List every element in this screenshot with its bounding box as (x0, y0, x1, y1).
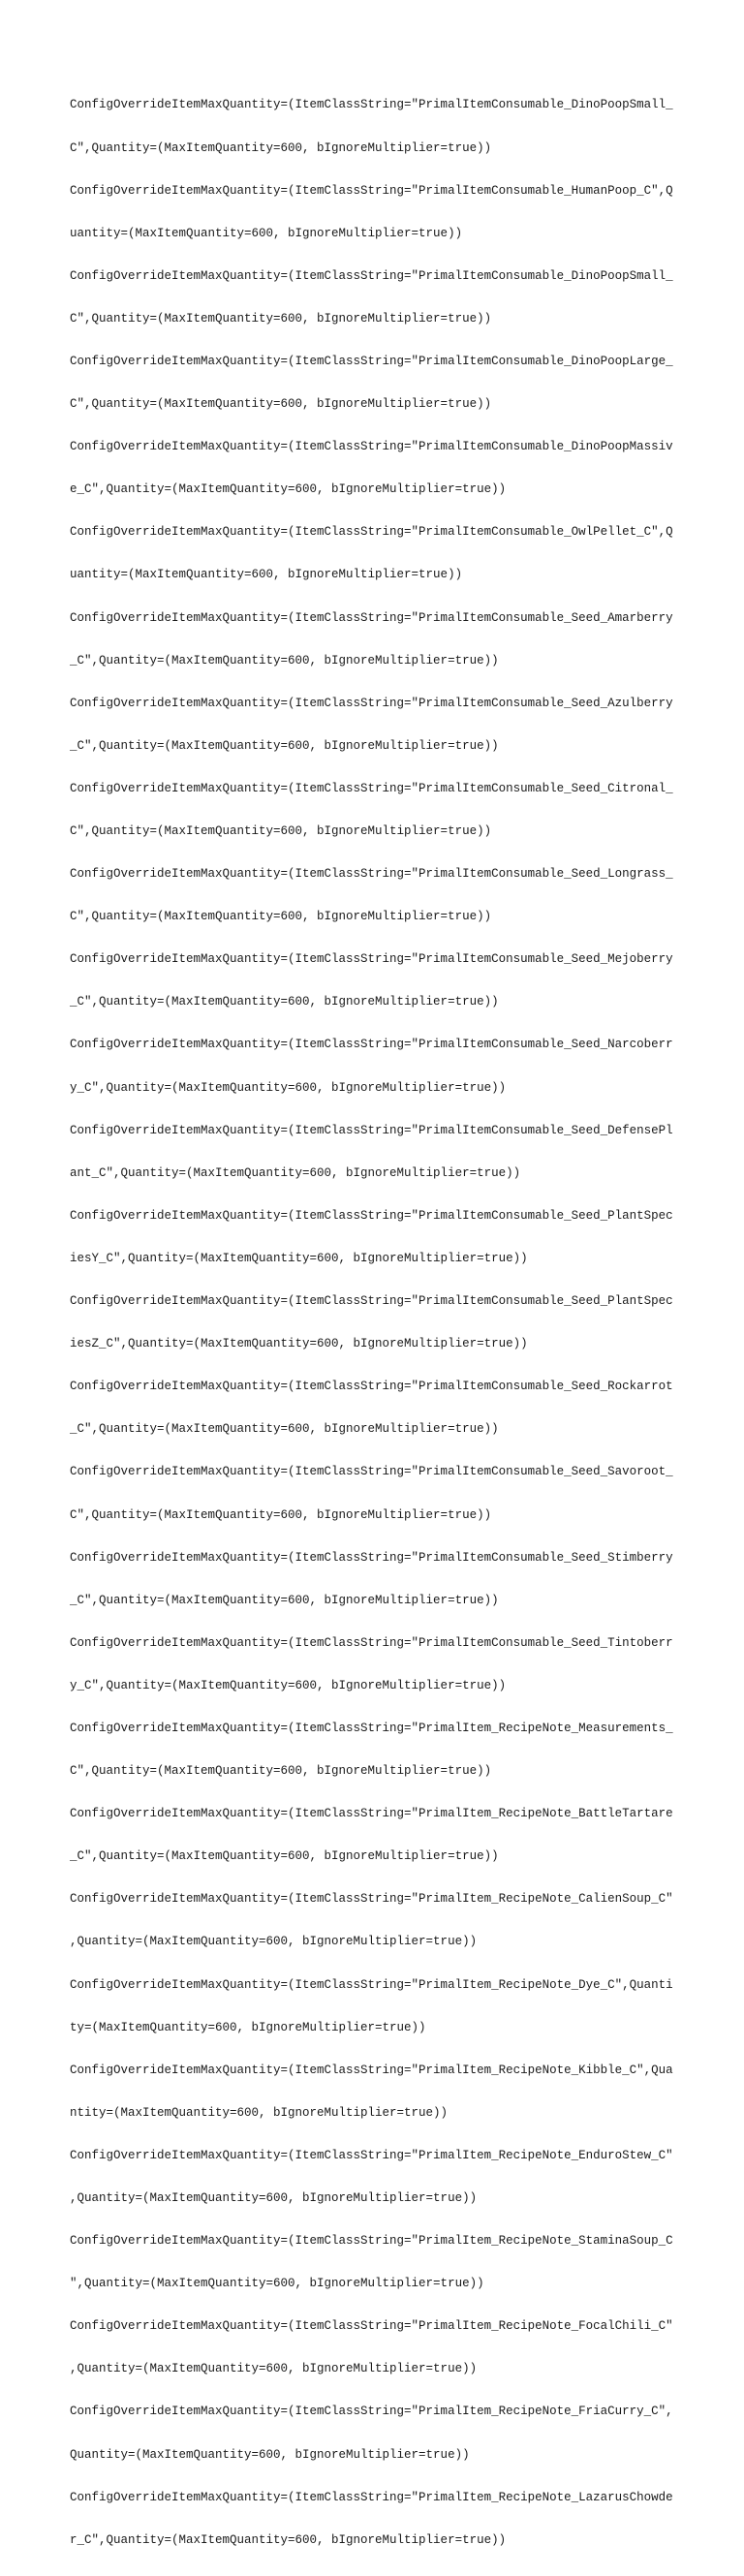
config-line: uantity=(MaxItemQuantity=600, bIgnoreMultiplier=true)) (70, 568, 463, 582)
config-line: ConfigOverrideItemMaxQuantity=(ItemClassString="PrimalItem_RecipeNote_LazarusChowde (70, 2490, 673, 2504)
config-line: ConfigOverrideItemMaxQuantity=(ItemClassString="PrimalItemConsumable_Seed_Amarberry (70, 610, 673, 625)
config-line: ConfigOverrideItemMaxQuantity=(ItemClassString="PrimalItem_RecipeNote_EnduroStew_C" (70, 2148, 673, 2162)
config-line: ConfigOverrideItemMaxQuantity=(ItemClassString="PrimalItemConsumable_Seed_Azulberry (70, 696, 673, 710)
config-line: C",Quantity=(MaxItemQuantity=600, bIgnoreMultiplier=true)) (70, 397, 492, 412)
config-line: ConfigOverrideItemMaxQuantity=(ItemClassString="PrimalItemConsumable_OwlPellet_C",Q (70, 525, 673, 540)
config-line: C",Quantity=(MaxItemQuantity=600, bIgnoreMultiplier=true)) (70, 140, 492, 155)
config-line: ntity=(MaxItemQuantity=600, bIgnoreMultiplier=true)) (70, 2105, 449, 2120)
config-line: ConfigOverrideItemMaxQuantity=(ItemClassString="PrimalItemConsumable_DinoPoopMassiv (70, 440, 673, 454)
config-line: ConfigOverrideItemMaxQuantity=(ItemClassString="PrimalItemConsumable_HumanPoop_C",Q (70, 183, 673, 198)
config-line: ConfigOverrideItemMaxQuantity=(ItemClassString="PrimalItemConsumable_Seed_Tintoberr (70, 1635, 673, 1650)
config-line: ,Quantity=(MaxItemQuantity=600, bIgnoreMultiplier=true)) (70, 2362, 478, 2376)
config-line: C",Quantity=(MaxItemQuantity=600, bIgnoreMultiplier=true)) (70, 1507, 492, 1522)
config-line: ConfigOverrideItemMaxQuantity=(ItemClassString="PrimalItemConsumable_DinoPoopSmall_ (70, 98, 673, 112)
config-line: ,Quantity=(MaxItemQuantity=600, bIgnoreMultiplier=true)) (70, 1935, 478, 1949)
config-line: _C",Quantity=(MaxItemQuantity=600, bIgnoreMultiplier=true)) (70, 1593, 499, 1607)
config-line: C",Quantity=(MaxItemQuantity=600, bIgnoreMultiplier=true)) (70, 311, 492, 326)
config-line: ConfigOverrideItemMaxQuantity=(ItemClassString="PrimalItem_RecipeNote_BattleTartare (70, 1807, 673, 1821)
config-line: C",Quantity=(MaxItemQuantity=600, bIgnoreMultiplier=true)) (70, 910, 492, 924)
config-line: _C",Quantity=(MaxItemQuantity=600, bIgnoreMultiplier=true)) (70, 995, 499, 1009)
config-line: ConfigOverrideItemMaxQuantity=(ItemClassString="PrimalItemConsumable_Seed_Longrass_ (70, 867, 673, 882)
config-line: ConfigOverrideItemMaxQuantity=(ItemClassString="PrimalItemConsumable_Seed_Citronal_ (70, 781, 673, 795)
config-line: ConfigOverrideItemMaxQuantity=(ItemClassString="PrimalItemConsumable_Seed_Narcoberr (70, 1038, 673, 1052)
config-line: ConfigOverrideItemMaxQuantity=(ItemClassString="PrimalItem_RecipeNote_StaminaSoup_C (70, 2234, 673, 2249)
config-line: ConfigOverrideItemMaxQuantity=(ItemClassString="PrimalItem_RecipeNote_CalienSoup_C" (70, 1892, 673, 1907)
config-line: y_C",Quantity=(MaxItemQuantity=600, bIgnoreMultiplier=true)) (70, 1678, 507, 1692)
config-line: ConfigOverrideItemMaxQuantity=(ItemClassString="PrimalItemConsumable_Seed_PlantSpec (70, 1294, 673, 1309)
config-line: r_C",Quantity=(MaxItemQuantity=600, bIgnoreMultiplier=true)) (70, 2532, 507, 2547)
config-line: ConfigOverrideItemMaxQuantity=(ItemClassString="PrimalItemConsumable_Seed_Stimberry (70, 1550, 673, 1565)
config-line: C",Quantity=(MaxItemQuantity=600, bIgnoreMultiplier=true)) (70, 1764, 492, 1779)
config-line: ",Quantity=(MaxItemQuantity=600, bIgnoreMultiplier=true)) (70, 2277, 484, 2291)
config-line: ConfigOverrideItemMaxQuantity=(ItemClassString="PrimalItem_RecipeNote_Dye_C",Quanti (70, 1977, 673, 1992)
config-line: ,Quantity=(MaxItemQuantity=600, bIgnoreMultiplier=true)) (70, 2191, 478, 2205)
config-line: ConfigOverrideItemMaxQuantity=(ItemClassString="PrimalItemConsumable_DinoPoopLarge_ (70, 354, 673, 368)
config-line: _C",Quantity=(MaxItemQuantity=600, bIgnoreMultiplier=true)) (70, 1422, 499, 1437)
config-line: ConfigOverrideItemMaxQuantity=(ItemClassString="PrimalItemConsumable_Seed_PlantSpec (70, 1208, 673, 1223)
config-line: _C",Quantity=(MaxItemQuantity=600, bIgnoreMultiplier=true)) (70, 653, 499, 667)
config-line: ConfigOverrideItemMaxQuantity=(ItemClassString="PrimalItem_RecipeNote_FocalChili_C" (70, 2319, 673, 2334)
config-line: Quantity=(MaxItemQuantity=600, bIgnoreMultiplier=true)) (70, 2447, 470, 2462)
config-line: ant_C",Quantity=(MaxItemQuantity=600, bIgnoreMultiplier=true)) (70, 1165, 521, 1180)
config-line: C",Quantity=(MaxItemQuantity=600, bIgnoreMultiplier=true)) (70, 824, 492, 838)
config-line: ConfigOverrideItemMaxQuantity=(ItemClassString="PrimalItem_RecipeNote_FriaCurry_C", (70, 2405, 673, 2419)
config-line: iesY_C",Quantity=(MaxItemQuantity=600, bIgnoreMultiplier=true)) (70, 1251, 528, 1265)
config-line: y_C",Quantity=(MaxItemQuantity=600, bIgnoreMultiplier=true)) (70, 1080, 507, 1095)
config-line: _C",Quantity=(MaxItemQuantity=600, bIgnoreMultiplier=true)) (70, 738, 499, 753)
config-line: uantity=(MaxItemQuantity=600, bIgnoreMultiplier=true)) (70, 226, 463, 240)
config-line: ConfigOverrideItemMaxQuantity=(ItemClassString="PrimalItem_RecipeNote_Measurements_ (70, 1721, 673, 1735)
config-line: ConfigOverrideItemMaxQuantity=(ItemClassString="PrimalItem_RecipeNote_Kibble_C",Qua (70, 2063, 673, 2077)
config-line: ty=(MaxItemQuantity=600, bIgnoreMultiplier=true)) (70, 2020, 426, 2034)
config-line: ConfigOverrideItemMaxQuantity=(ItemClassString="PrimalItemConsumable_Seed_Rockarrot (70, 1380, 673, 1394)
config-line: _C",Quantity=(MaxItemQuantity=600, bIgnoreMultiplier=true)) (70, 1849, 499, 1864)
config-line: ConfigOverrideItemMaxQuantity=(ItemClassString="PrimalItemConsumable_Seed_Mejoberry (70, 952, 673, 967)
config-line: iesZ_C",Quantity=(MaxItemQuantity=600, bIgnoreMultiplier=true)) (70, 1337, 528, 1351)
config-line: ConfigOverrideItemMaxQuantity=(ItemClassString="PrimalItemConsumable_Seed_DefensePl (70, 1123, 673, 1137)
config-line: e_C",Quantity=(MaxItemQuantity=600, bIgnoreMultiplier=true)) (70, 482, 507, 497)
config-line: ConfigOverrideItemMaxQuantity=(ItemClassString="PrimalItemConsumable_Seed_Savoroot_ (70, 1465, 673, 1479)
config-text-block (70, 70, 680, 2576)
config-line: ConfigOverrideItemMaxQuantity=(ItemClassString="PrimalItemConsumable_DinoPoopSmall_ (70, 268, 673, 283)
